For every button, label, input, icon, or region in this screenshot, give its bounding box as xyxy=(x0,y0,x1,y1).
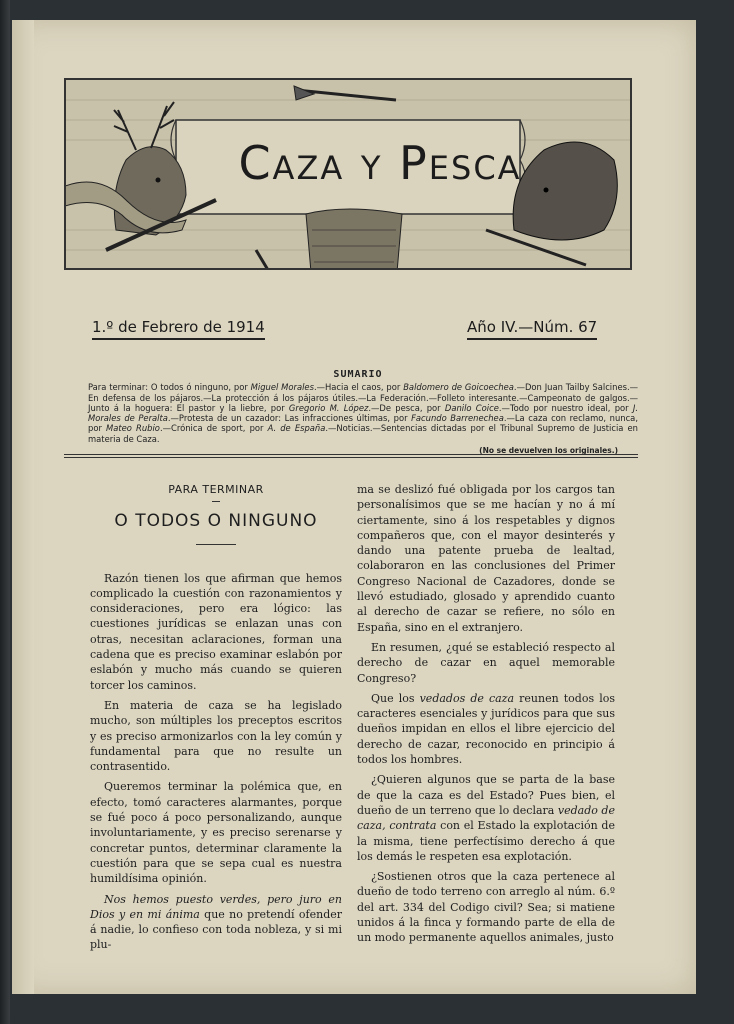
right-run: En resumen, ¿qué se estableció respecto al derecho de cazar en aquel memorable Congreso? xyxy=(357,640,615,685)
right-column xyxy=(357,482,615,946)
issue-date: 1.º de Febrero de 1914 xyxy=(92,318,265,340)
right-paragraph xyxy=(357,869,615,945)
summary-run: Danilo Coice xyxy=(444,402,499,413)
left-run: Razón tienen los que afirman que hemos complicado la cuestión con razonamientos y consideraciones, pero era lógico: las cuestiones jurídicas se enlazan unas con otras, necesitan aclaraciones, forman una cadena que es preciso examinar eslabón por eslabón y mucho más cuando se quieren torcer los caminos. xyxy=(90,571,342,692)
summary-run: Miguel Morales xyxy=(250,382,314,393)
section-label: PARA TERMINAR xyxy=(168,483,264,496)
left-column-body xyxy=(90,571,342,953)
summary-block xyxy=(78,370,638,456)
left-paragraph xyxy=(90,698,342,774)
summary-run: .—De pesca, por xyxy=(368,402,445,413)
article-title: O TODOS O NINGUNO xyxy=(114,511,318,532)
left-column xyxy=(90,482,342,953)
summary-run: Mateo Rubio xyxy=(106,423,160,434)
masthead-illustration xyxy=(64,78,632,270)
summary-run: .—La caza con reclamo, nunca, por xyxy=(88,413,638,434)
left-run: Queremos terminar la polémica que, en efecto, tomó caracteres alarmantes, porque se fué poco á poco personalizando, aunque involuntariamente, y es preciso serenarse y concretar puntos, determinar claramente la cuestión para que se sepa cual es nuestra humildísima opinión. xyxy=(90,780,342,886)
summary-run: .—Crónica de sport, por xyxy=(159,423,268,434)
section-dash xyxy=(212,501,220,502)
right-run: Que los xyxy=(371,691,420,705)
right-run: vedado de caza, contrata xyxy=(357,803,615,833)
right-run: con el Estado la explotación de la misma, tiene perfectísimo derecho á que los demás le respeten esa explotación. xyxy=(357,819,615,863)
left-run: En materia de caza se ha legislado mucho, son múltiples los preceptos escritos y es preciso armonizarlos con la ley común y fundamental para que no resulte un contrasentido. xyxy=(90,698,342,774)
left-paragraph xyxy=(90,779,342,886)
page-fold xyxy=(12,20,34,994)
summary-run: Baldomero de Goicoechea xyxy=(403,382,514,393)
right-run: ma se deslizó fué obligada por los cargos tan personalísimos que se me hacían y no á mí ciertamente, sino á los respetables y dignos compañeros que, con el mayor desinterés y dando una patente prueba de lealtad, colaboraron en las conclusiones del Primer Congreso Nacional de Cazadores, donde se llevó estudiado, glosado y aprendido cuanto al derecho de cazar se refiere, no sólo en España, sino en el extranjero. xyxy=(357,483,615,634)
right-run: ¿Sostienen otros que la caza pertenece al dueño de todo terreno con arreglo al núm. 6.º del art. 334 del Codigo civil? Sea; si matiene unidos á la finca y formando parte de ella de un modo permanente aquellos animales, justo xyxy=(357,870,615,945)
game-bag-icon xyxy=(306,209,402,268)
summary-run: .—Protesta de un cazador: Las infracciones últimas, por xyxy=(167,413,412,424)
right-paragraph xyxy=(357,691,615,767)
left-run: Nos hemos puesto verdes, pero juro en Dios y en mi ánima xyxy=(90,892,342,921)
right-paragraph xyxy=(357,772,615,864)
summary-run: J. Morales de Peralta xyxy=(88,402,638,424)
summary-heading: SUMARIO xyxy=(333,369,383,380)
originals-note: (No se devuelven los originales.) xyxy=(479,446,618,456)
right-paragraph xyxy=(357,482,615,635)
book-binding xyxy=(0,0,10,1024)
right-run: vedados de caza xyxy=(419,691,515,705)
issue-number: Año IV.—Núm. 67 xyxy=(467,318,597,340)
summary-text xyxy=(78,382,638,444)
left-run: que no pretendí ofender á nadie, lo confieso con toda nobleza, y si mi plu- xyxy=(90,907,342,952)
title-rule xyxy=(196,544,236,545)
summary-run: Facundo Barrenechea xyxy=(411,413,504,424)
divider xyxy=(64,454,638,455)
left-paragraph xyxy=(90,892,342,953)
summary-run: .—Don Juan Tailby Salcines.—En defensa de los pájaros.—La protección á los pájaros útiles.—La Federación.—Folleto interesante.—Campeonato de galgos.—Junto á la hoguera: El pastor y la liebre, por xyxy=(88,382,638,413)
right-column-body xyxy=(357,482,615,946)
summary-run: .—Noticias.—Sentencias dictadas por el Tribunal Supremo de Justicia en materia de Caza. xyxy=(88,423,638,444)
divider xyxy=(64,457,638,458)
left-paragraph xyxy=(90,571,342,693)
right-run: reunen todos los caracteres esenciales y jurídicos para que sus dueños impidan en ellos el libre ejercicio del derecho de cazar, reconocido en principio á todos los hombres. xyxy=(357,691,615,767)
summary-run: Para terminar: O todos ó ninguno, por xyxy=(88,382,251,393)
right-run: ¿Quieren algunos que se parta de la base de que la caza es del Estado? Pues bien, el dueño de un terreno que lo declara xyxy=(357,773,615,817)
summary-run: .—Todo por nuestro ideal, por xyxy=(498,402,633,413)
right-paragraph xyxy=(357,640,615,686)
page xyxy=(12,20,696,994)
summary-run: Gregorio M. López xyxy=(288,402,369,413)
summary-run: .—Hacia el caos, por xyxy=(313,382,404,393)
summary-run: A. de España xyxy=(267,423,326,434)
journal-title: Caza y Pesca xyxy=(238,136,522,190)
